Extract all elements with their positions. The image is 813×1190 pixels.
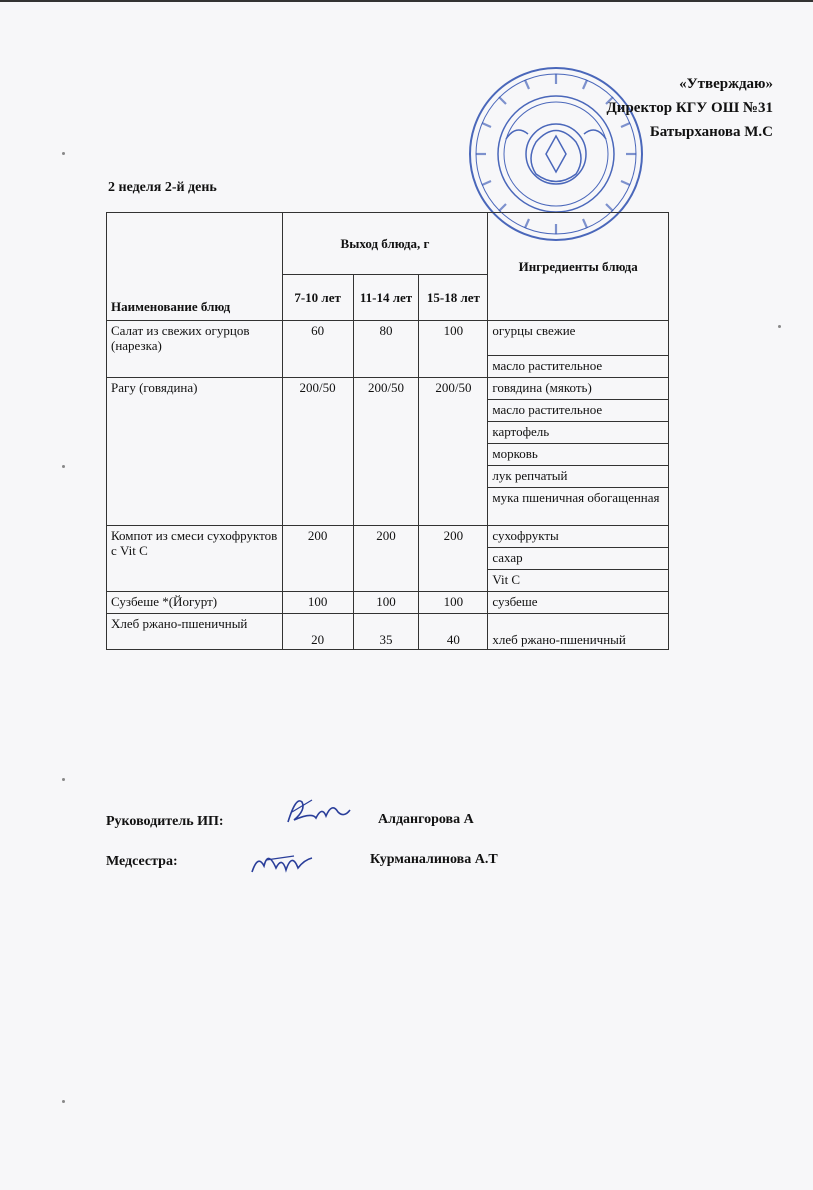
speck [62, 152, 65, 155]
nurse-label: Медсестра: [106, 854, 178, 869]
yield-value: 200/50 [353, 378, 419, 526]
yield-value: 100 [353, 592, 419, 614]
dish-name: Рагу (говядина) [107, 378, 283, 526]
nurse-signature [246, 846, 318, 882]
header-yield: Выход блюда, г [282, 213, 488, 275]
ingredient: картофель [488, 422, 669, 444]
yield-value: 200/50 [419, 378, 488, 526]
nurse-name: Курманалинова А.Т [370, 852, 498, 867]
table-row [107, 378, 669, 400]
yield-value: 60 [282, 321, 353, 378]
head-signature [282, 792, 354, 832]
approval-director: Директор КГУ ОШ №31 [606, 100, 773, 116]
yield-value: 20 [282, 614, 353, 650]
ingredient: хлеб ржано-пшеничный [488, 614, 669, 650]
table-row [107, 592, 669, 614]
header-dish-name: Наименование блюд [107, 213, 283, 321]
speck [62, 465, 65, 468]
menu-table [106, 212, 669, 650]
yield-value: 80 [353, 321, 419, 378]
week-day-heading: 2 неделя 2-й день [108, 180, 217, 195]
ingredient: сахар [488, 548, 669, 570]
yield-value: 200 [282, 526, 353, 592]
header-age-group: 7-10 лет [282, 275, 353, 321]
yield-value: 200 [353, 526, 419, 592]
header-age-group: 11-14 лет [353, 275, 419, 321]
yield-value: 35 [353, 614, 419, 650]
yield-value: 100 [419, 592, 488, 614]
yield-value: 200/50 [282, 378, 353, 526]
approval-name: Батырханова М.С [649, 124, 773, 140]
ingredient: мука пшеничная обогащенная [488, 488, 669, 526]
dish-name: Компот из смеси сухофруктов с Vit C [107, 526, 283, 592]
ingredient: огурцы свежие [488, 321, 669, 356]
table-row [107, 321, 669, 356]
ingredient: лук репчатый [488, 466, 669, 488]
approval-title: «Утверждаю» [679, 76, 773, 92]
yield-value: 40 [419, 614, 488, 650]
table-row [107, 526, 669, 548]
header-ingredients: Ингредиенты блюда [488, 213, 669, 321]
speck [62, 778, 65, 781]
dish-name: Сузбеше *(Йогурт) [107, 592, 283, 614]
yield-value: 100 [282, 592, 353, 614]
ingredient: говядина (мякоть) [488, 378, 669, 400]
ingredient: масло растительное [488, 400, 669, 422]
ingredient: сухофрукты [488, 526, 669, 548]
header-age-group: 15-18 лет [419, 275, 488, 321]
speck [778, 325, 781, 328]
head-name: Алдангорова А [378, 812, 474, 827]
yield-value: 200 [419, 526, 488, 592]
head-label: Руководитель ИП: [106, 814, 224, 829]
speck [62, 1100, 65, 1103]
ingredient: Vit C [488, 570, 669, 592]
ingredient: масло растительное [488, 356, 669, 378]
ingredient: сузбеше [488, 592, 669, 614]
ingredient: морковь [488, 444, 669, 466]
top-edge-line [0, 0, 813, 2]
table-row [107, 614, 669, 650]
dish-name: Салат из свежих огурцов (нарезка) [107, 321, 283, 378]
yield-value: 100 [419, 321, 488, 378]
dish-name: Хлеб ржано-пшеничный [107, 614, 283, 650]
approval-block [606, 72, 773, 144]
